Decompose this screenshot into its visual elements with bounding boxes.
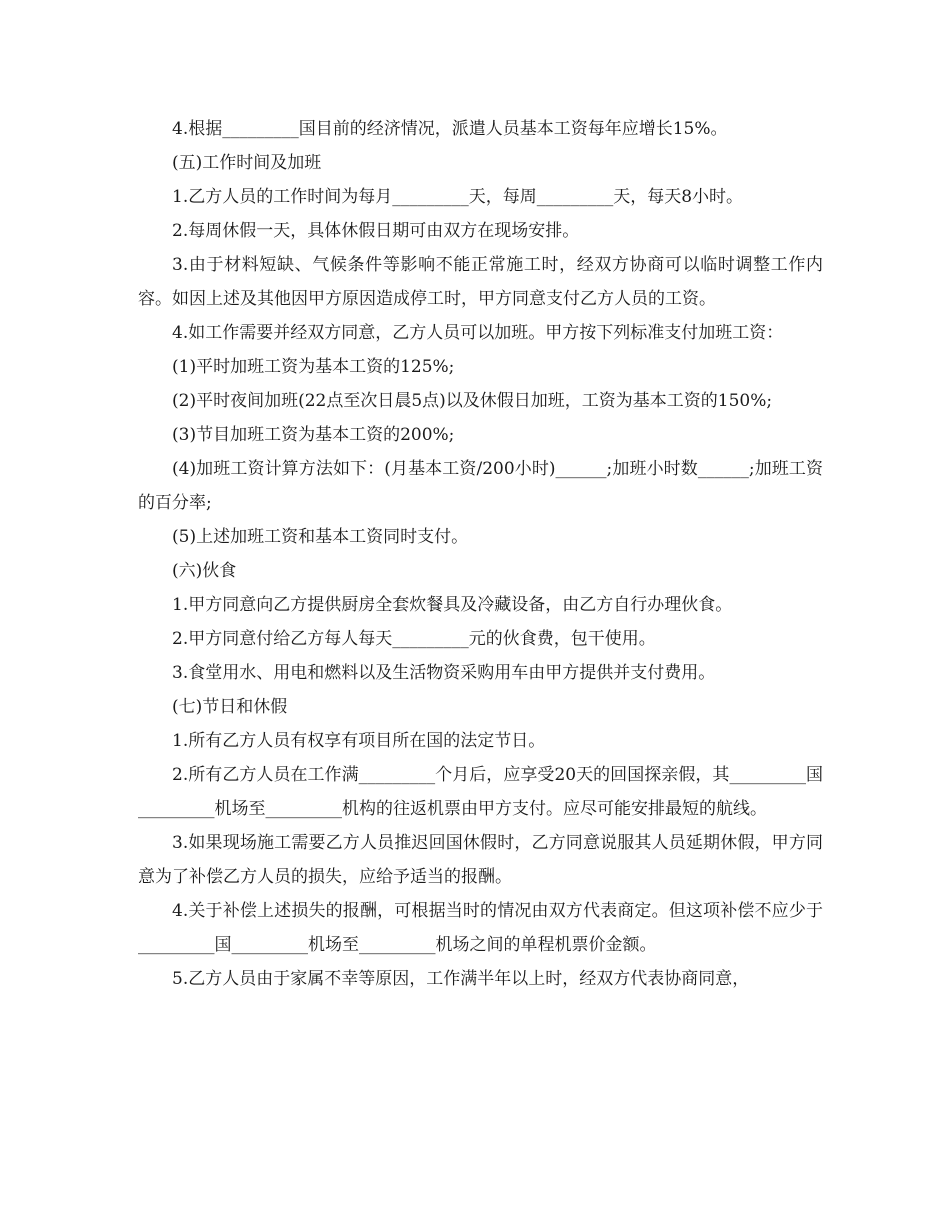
paragraph-legal-holidays: 1.所有乙方人员有权享有项目所在国的法定节日。 — [172, 731, 546, 751]
paragraph-kitchen: 1.甲方同意向乙方提供厨房全套炊餐具及冷藏设备，由乙方自行办理伙食。 — [172, 595, 733, 615]
paragraph-weekly-rest: 2.每周休假一天，具体休假日期可由双方在现场安排。 — [172, 221, 580, 241]
paragraph-overtime-rate-1: (1)平时加班工资为基本工资的125%; — [172, 357, 455, 377]
paragraph-home-leave: 2.所有乙方人员在工作满_________个月后，应享受20天的回国探亲假，其_________国_________机场至_________机构的往返机票由甲方支付。应尽可能安排最短的航线。 — [138, 765, 823, 819]
paragraph-canteen-costs: 3.食堂用水、用电和燃料以及生活物资采购用车由甲方提供并支付费用。 — [172, 663, 716, 683]
paragraph-meal-allowance: 2.甲方同意付给乙方每人每天_________元的伙食费，包干使用。 — [172, 629, 656, 649]
paragraph-overtime-rate-3: (3)节目加班工资为基本工资的200%; — [172, 425, 455, 445]
paragraph-wage-growth: 4.根据_________国目前的经济情况，派遣人员基本工资每年应增长15%。 — [172, 119, 728, 139]
paragraph-work-days: 1.乙方人员的工作时间为每月_________天，每周_________天，每天8小时。 — [172, 187, 744, 207]
paragraph-family-leave: 5.乙方人员由于家属不幸等原因，工作满半年以上时，经双方代表协商同意， — [172, 969, 750, 989]
heading-meals: (六)伙食 — [172, 561, 237, 581]
heading-working-hours: (五)工作时间及加班 — [172, 153, 322, 173]
paragraph-overtime-rate-2: (2)平时夜间加班(22点至次日晨5点)以及休假日加班，工资为基本工资的150%; — [172, 391, 773, 411]
paragraph-compensation: 4.关于补偿上述损失的报酬，可根据当时的情况由双方代表商定。但这项补偿不应少于_________国_________机场至_________机场之间的单程机票价金额。 — [138, 901, 823, 955]
paragraph-overtime-payment: (5)上述加班工资和基本工资同时支付。 — [172, 527, 469, 547]
paragraph-leave-postponement: 3.如果现场施工需要乙方人员推迟回国休假时，乙方同意说服其人员延期休假，甲方同意为了补偿乙方人员的损失，应给予适当的报酬。 — [138, 833, 823, 887]
paragraph-work-adjustment: 3.由于材料短缺、气候条件等影响不能正常施工时，经双方协商可以临时调整工作内容。如因上述及其他因甲方原因造成停工时，甲方同意支付乙方人员的工资。 — [138, 255, 823, 309]
paragraph-overtime: 4.如工作需要并经双方同意，乙方人员可以加班。甲方按下列标准支付加班工资： — [172, 323, 784, 343]
heading-holidays: (七)节日和休假 — [172, 697, 288, 717]
paragraph-overtime-formula: (4)加班工资计算方法如下：(月基本工资/200小时)______;加班小时数______;加班工资的百分率; — [138, 459, 823, 513]
document-body — [138, 112, 823, 996]
